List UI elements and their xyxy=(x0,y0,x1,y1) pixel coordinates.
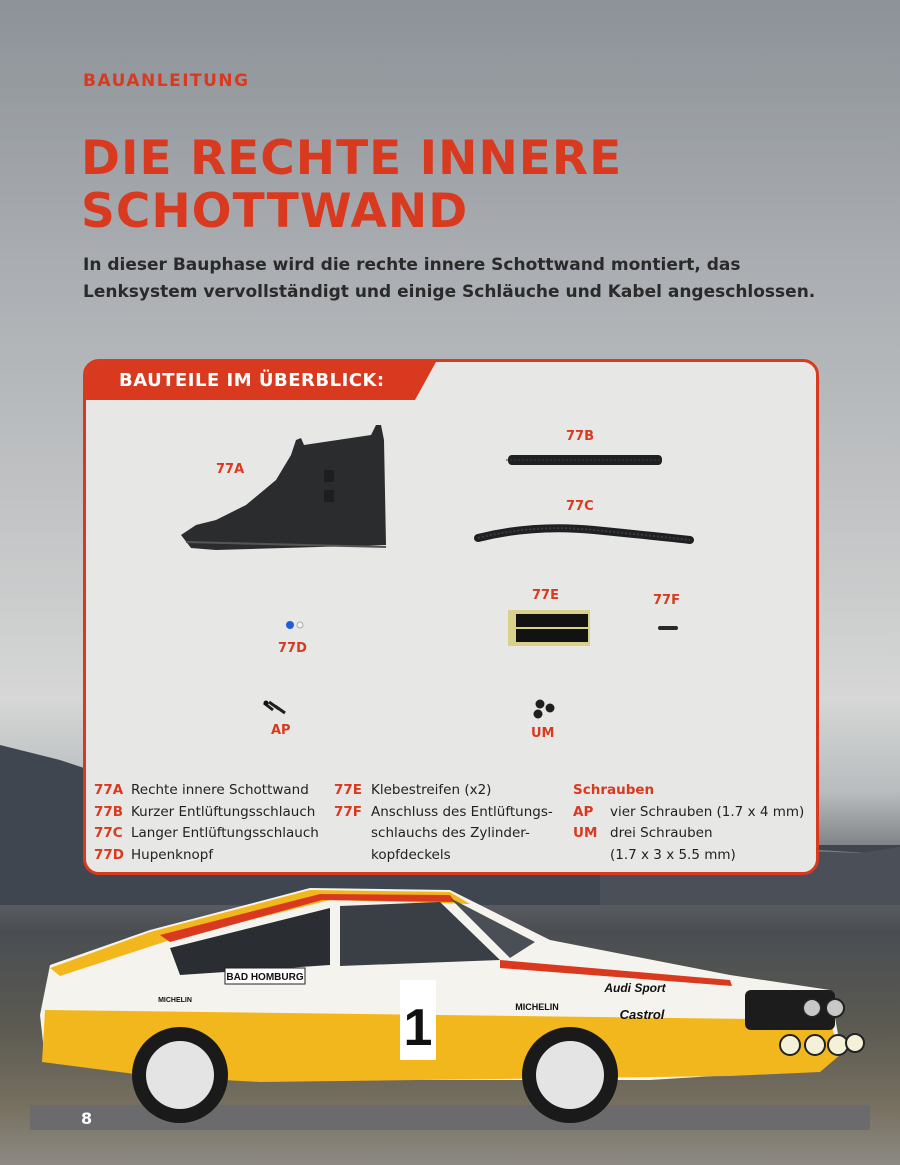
legend-desc: (1.7 x 3 x 5.5 mm) xyxy=(610,846,736,863)
part-label-77e: 77E xyxy=(532,588,559,603)
legend-row xyxy=(334,780,553,802)
part-label-77d: 77D xyxy=(278,641,307,656)
panel-heading: BAUTEILE IM ÜBERBLICK: xyxy=(119,370,385,391)
legend-row xyxy=(334,802,553,824)
horn-button-image xyxy=(282,617,310,633)
legend-code: UM xyxy=(573,825,598,841)
legend-desc: Anschluss des Entlüftungs- xyxy=(371,803,553,820)
part-label-um: UM xyxy=(531,726,555,741)
legend-row xyxy=(573,802,804,824)
legend-code xyxy=(573,845,610,867)
intro-text: In dieser Bauphase wird die rechte innere Schottwand montiert, das Lenksystem vervollständigt und einige Schläuche und Kabel angeschlossen. xyxy=(83,255,816,302)
legend-code: AP xyxy=(573,803,594,820)
page-number: 8 xyxy=(81,1109,93,1128)
part-label-77c: 77C xyxy=(566,499,594,514)
legend-row xyxy=(334,823,553,845)
legend-desc: schlauchs des Zylinder- xyxy=(371,825,530,841)
part-label-ap: AP xyxy=(271,723,291,738)
legend-desc: Kurzer Entlüftungsschlauch xyxy=(131,803,316,820)
legend-desc: drei Schrauben xyxy=(610,825,713,841)
legend-code xyxy=(334,823,371,845)
legend-column-screws xyxy=(573,780,804,866)
legend-row xyxy=(94,823,319,845)
page-title xyxy=(81,132,781,238)
section-label: BAUANLEITUNG xyxy=(83,71,250,91)
sponsor-castrol: Castrol xyxy=(619,1007,665,1022)
legend-desc: Klebestreifen (x2) xyxy=(371,782,492,798)
legend-code: 77A xyxy=(94,782,124,798)
legend-desc: Rechte innere Schottwand xyxy=(131,782,309,798)
legend-code: 77F xyxy=(334,803,363,820)
sponsor-michelin-rear: MICHELIN xyxy=(158,997,192,1004)
screws-heading: Schrauben xyxy=(573,782,655,798)
legend-row xyxy=(94,802,319,824)
legend-code: 77D xyxy=(94,846,124,863)
connector-image xyxy=(656,624,680,632)
legend-row xyxy=(573,845,804,867)
sponsor-bad-homburg: BAD HOMBURG xyxy=(226,972,304,983)
legend-code: 77E xyxy=(334,782,363,798)
race-number: 1 xyxy=(403,999,433,1057)
sponsor-audi-sport: Audi Sport xyxy=(604,981,666,995)
part-label-77b: 77B xyxy=(566,429,594,444)
ap-screws-image xyxy=(261,698,291,718)
part-label-77a: 77A xyxy=(216,462,245,477)
title-line-2: SCHOTTWAND xyxy=(81,184,469,239)
legend-row xyxy=(94,780,319,802)
legend-column-parts-a xyxy=(94,780,319,866)
adhesive-strips-image xyxy=(506,608,592,648)
legend-row xyxy=(573,780,804,802)
long-hose-image xyxy=(474,520,694,550)
sponsor-michelin-door: MICHELIN xyxy=(515,1002,559,1012)
rally-car-image xyxy=(30,880,870,1130)
legend-code: 77C xyxy=(94,825,123,841)
legend-desc: vier Schrauben (1.7 x 4 mm) xyxy=(610,803,805,820)
bulkhead-part-image xyxy=(176,420,396,555)
title-line-1: DIE RECHTE INNERE xyxy=(81,131,623,186)
legend-desc: Langer Entlüftungsschlauch xyxy=(131,825,319,841)
part-label-77f: 77F xyxy=(653,593,680,608)
legend-desc: kopfdeckels xyxy=(371,846,451,863)
short-hose-image xyxy=(506,452,666,468)
legend-row xyxy=(94,845,319,867)
legend-row xyxy=(573,823,804,845)
legend-column-parts-b xyxy=(334,780,553,866)
legend-code xyxy=(334,845,371,867)
legend-desc: Hupenknopf xyxy=(131,846,214,863)
legend-row xyxy=(334,845,553,867)
legend-code: 77B xyxy=(94,803,124,820)
um-screws-image xyxy=(530,698,560,720)
parts-overview-panel xyxy=(83,359,819,875)
